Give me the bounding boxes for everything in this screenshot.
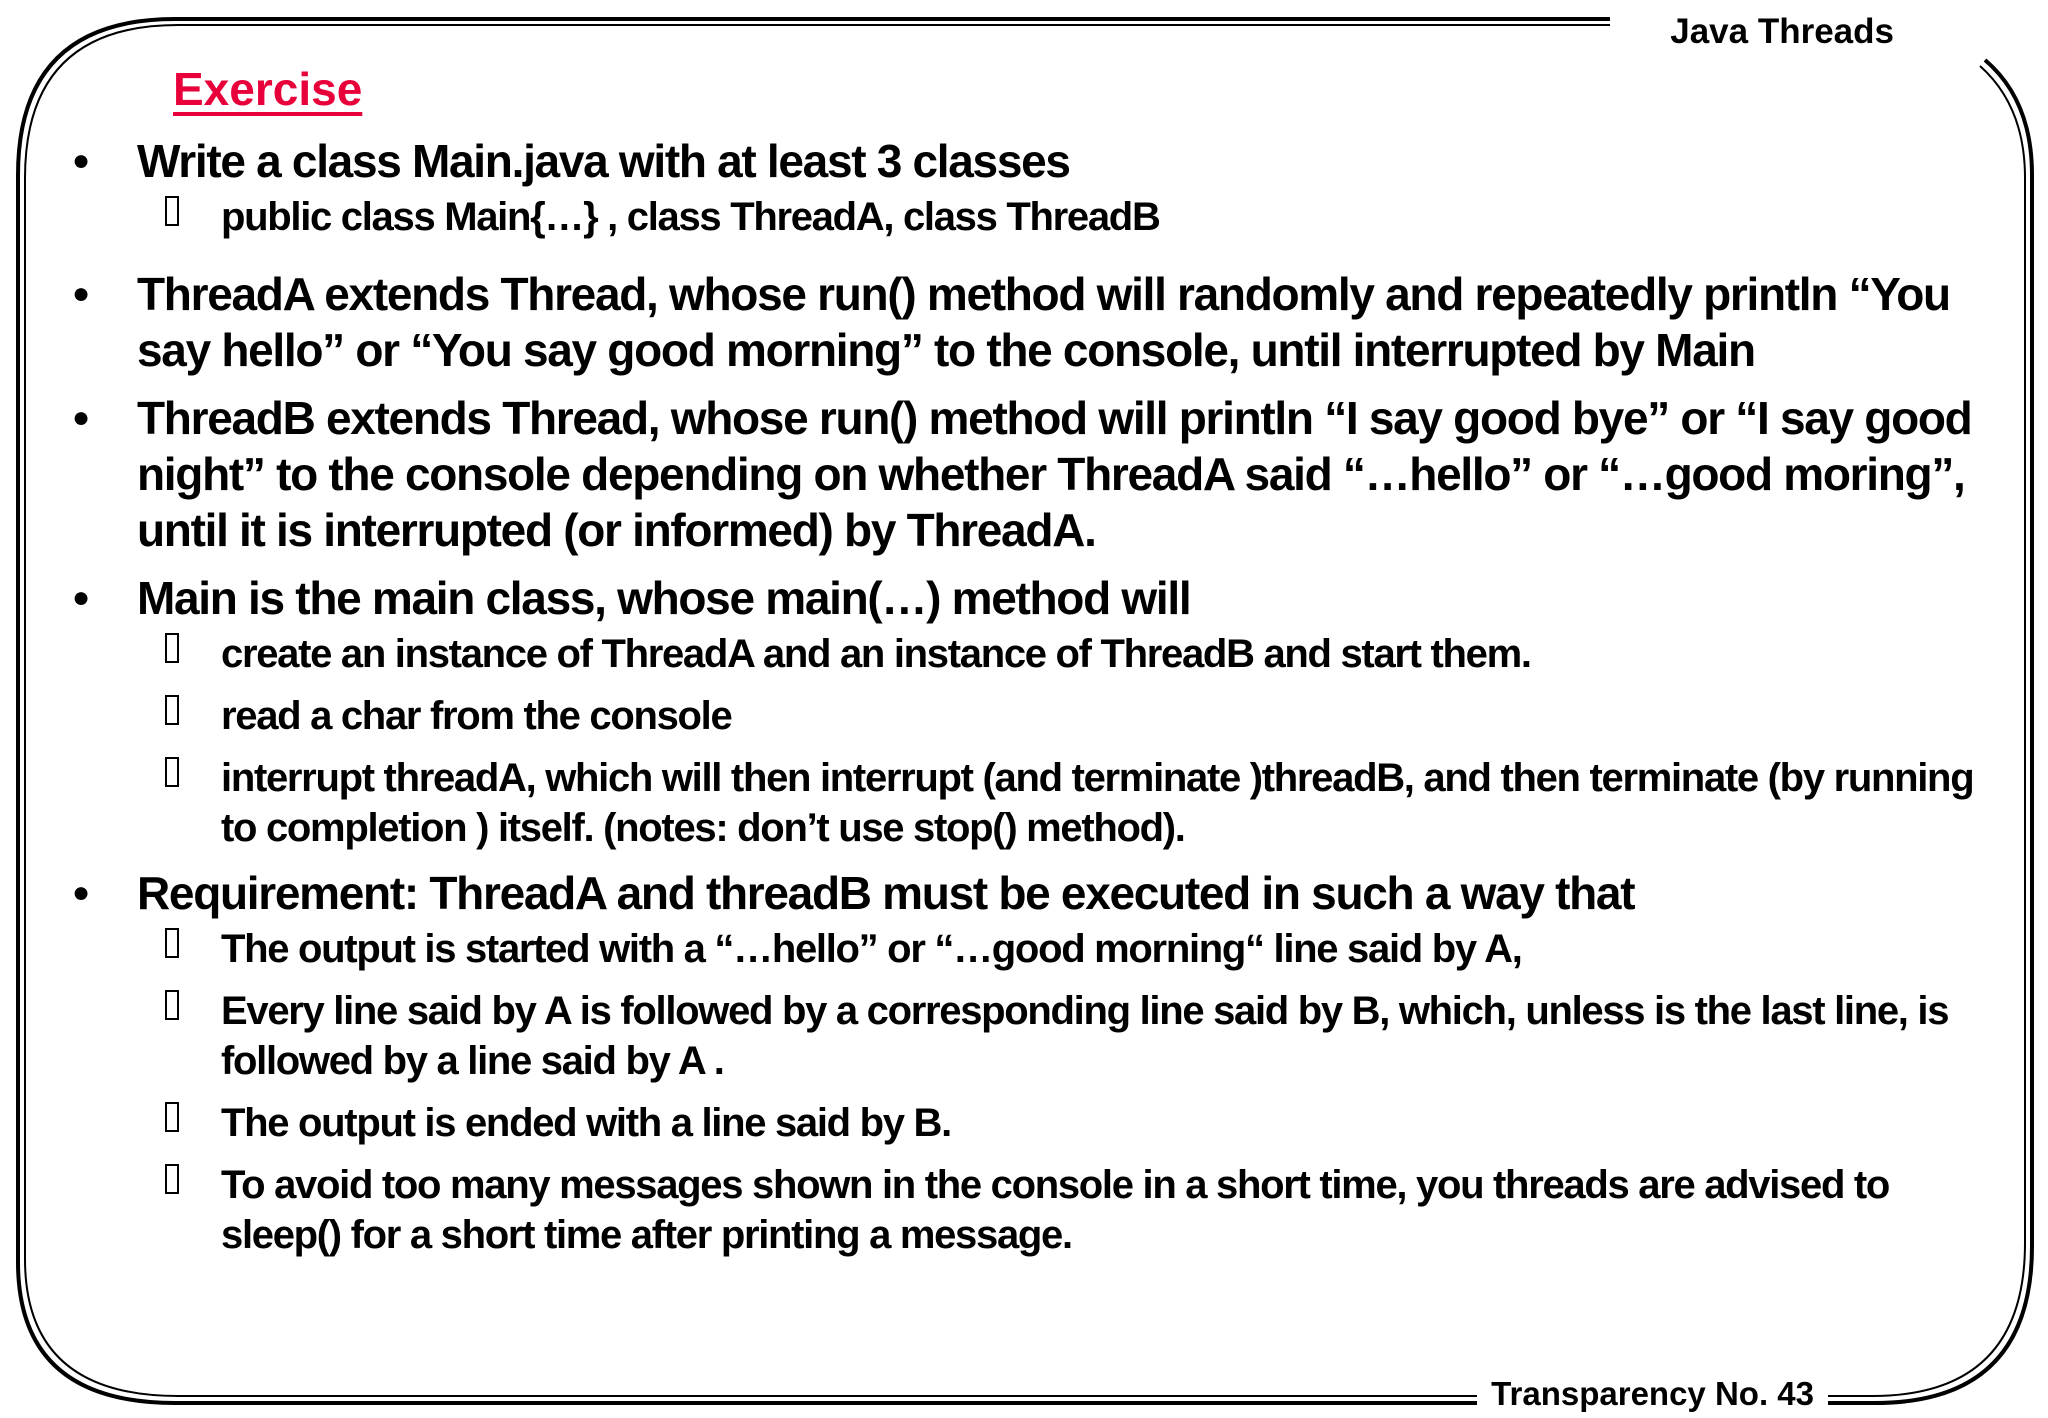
bullet-dot-icon: ● xyxy=(72,277,89,310)
sub-item-text: To avoid too many messages shown in the console in a short time, you threads are advised to sleep() for a short time after printing a message. xyxy=(221,1163,1890,1257)
bullet-text: Main is the main class, whose main(…) method will xyxy=(137,572,1191,624)
slide-heading: Exercise xyxy=(173,63,363,115)
sub-item xyxy=(137,924,1996,974)
sub-item xyxy=(137,753,1996,853)
bullet-dot-icon: ● xyxy=(72,144,89,177)
bullet-text: ThreadB extends Thread, whose run() method will println “I say good bye” or “I say good night” to the console depending on whether ThreadA said “…hello” or “…good moring”, until it is interrupted (or informed) by ThreadA. xyxy=(137,392,1972,556)
sub-item-text: interrupt threadA, which will then interrupt (and terminate )threadB, and then terminate (by running to completion ) itself. (notes: don’t use stop() method). xyxy=(221,756,1974,850)
sub-item-text: read a char from the console xyxy=(221,694,732,738)
sub-bullet-box-icon xyxy=(165,695,179,725)
sub-bullet-box-icon xyxy=(165,928,179,958)
bullet-list xyxy=(66,133,1996,1272)
sub-item xyxy=(137,1160,1996,1260)
bullet-item xyxy=(66,865,1996,1260)
sub-item-text: The output is ended with a line said by B. xyxy=(221,1101,951,1145)
sub-list xyxy=(137,629,1996,853)
sub-item-text: Every line said by A is followed by a corresponding line said by B, which, unless is the last line, is followed by a line said by A . xyxy=(221,989,1949,1083)
bullet-item xyxy=(66,266,1996,378)
sub-bullet-box-icon xyxy=(165,1164,179,1194)
bullet-item xyxy=(66,390,1996,558)
sub-item xyxy=(137,691,1996,741)
footer-transparency-number: Transparency No. 43 xyxy=(1477,1375,1828,1413)
bullet-text: Write a class Main.java with at least 3 classes xyxy=(137,135,1070,187)
bullet-item xyxy=(66,570,1996,853)
sub-bullet-box-icon xyxy=(165,196,179,226)
sub-list xyxy=(137,192,1996,242)
sub-bullet-box-icon xyxy=(165,990,179,1020)
sub-item xyxy=(137,1098,1996,1148)
sub-list xyxy=(137,924,1996,1260)
bullet-dot-icon: ● xyxy=(72,876,89,909)
sub-bullet-box-icon xyxy=(165,1102,179,1132)
sub-item xyxy=(137,986,1996,1086)
bullet-text: Requirement: ThreadA and threadB must be executed in such a way that xyxy=(137,867,1635,919)
sub-item xyxy=(137,629,1996,679)
header-title: Java Threads xyxy=(1656,12,1908,52)
sub-bullet-box-icon xyxy=(165,633,179,663)
sub-item-text: The output is started with a “…hello” or “…good morning“ line said by A, xyxy=(221,927,1522,971)
sub-item xyxy=(137,192,1996,242)
sub-item-text: public class Main{…} , class ThreadA, class ThreadB xyxy=(221,195,1160,239)
bullet-dot-icon: ● xyxy=(72,581,89,614)
sub-bullet-box-icon xyxy=(165,757,179,787)
sub-item-text: create an instance of ThreadA and an instance of ThreadB and start them. xyxy=(221,632,1531,676)
bullet-text: ThreadA extends Thread, whose run() method will randomly and repeatedly println “You say hello” or “You say good morning” to the console, until interrupted by Main xyxy=(137,268,1950,376)
bullet-item xyxy=(66,133,1996,242)
bullet-dot-icon: ● xyxy=(72,401,89,434)
